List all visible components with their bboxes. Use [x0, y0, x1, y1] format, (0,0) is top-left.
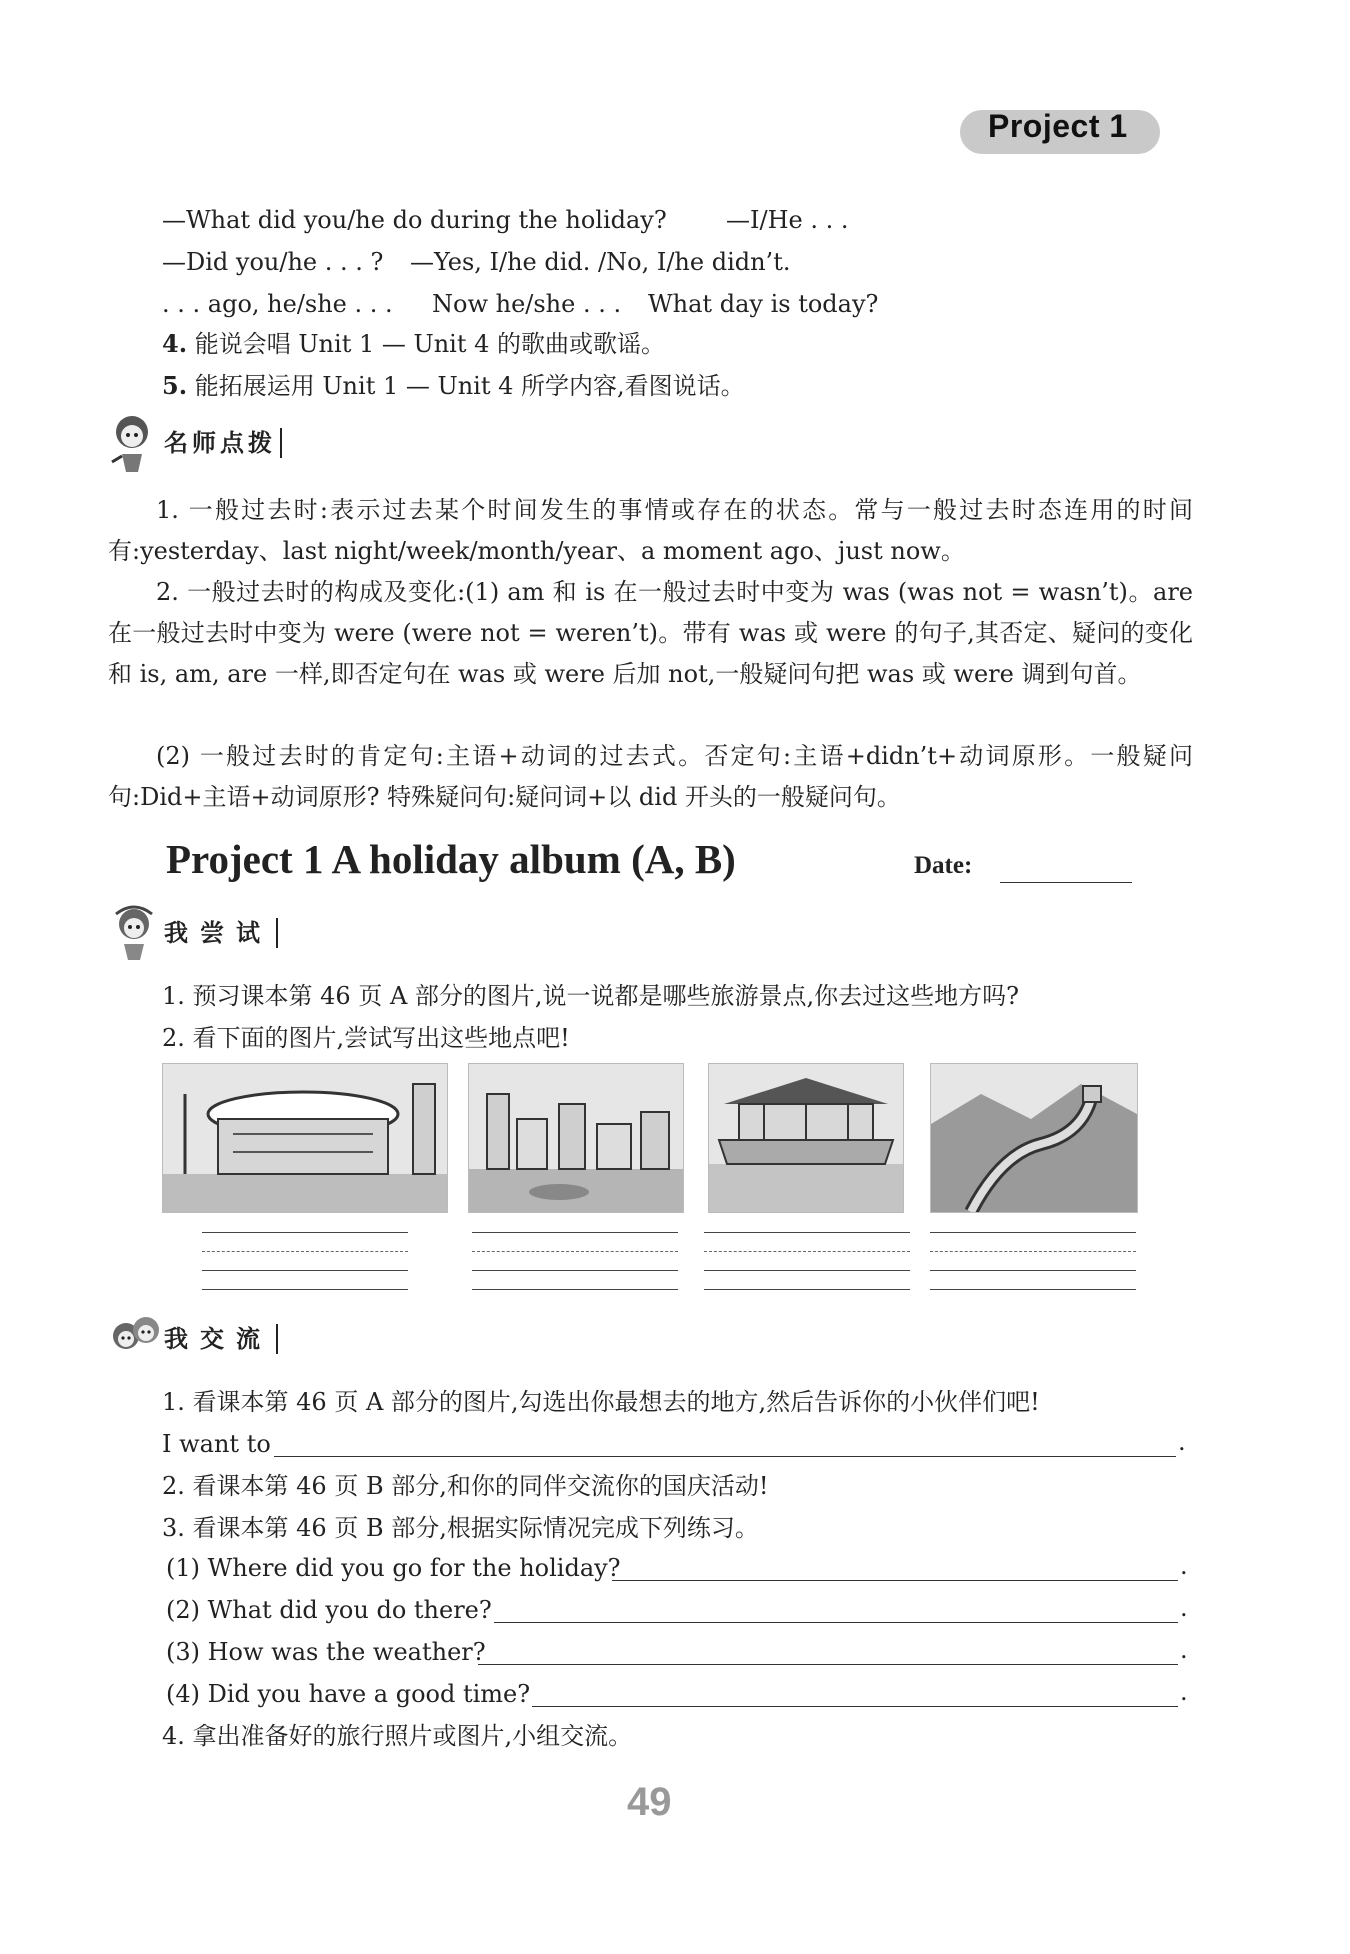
goal-item: 4. 能说会唱 Unit 1 — Unit 4 的歌曲或歌谣。: [162, 329, 666, 358]
try-heading: [108, 900, 308, 964]
communicate-question: 2. 看课本第 46 页 B 部分,和你的同伴交流你的国庆活动!: [162, 1472, 769, 1500]
tip-paragraph: 2. 一般过去时的构成及变化:(1) am 和 is 在一般过去时中变为 was (was not = wasn’t)。are 在一般过去时中变为 were (were not = weren’t)。带有 was 或 were 的句子,其否定、疑问的变化和 is, am, are 一样,即否定句在 was 或 were 后加 not,一般疑问句把 was 或 were 调到句首。: [108, 578, 1193, 688]
period: .: [1178, 1428, 1186, 1456]
tip-paragraph: (2) 一般过去时的肯定句:主语+动词的过去式。否定句:主语+didn’t+动词原形。一般疑问句:Did+主语+动词原形? 特殊疑问句:疑问词+以 did 开头的一般疑问句。: [108, 742, 1193, 811]
try-question: 1. 预习课本第 46 页 A 部分的图片,说一说都是哪些旅游景点,你去过这些地方吗?: [162, 982, 1020, 1010]
sub-question: (3) How was the weather?: [166, 1638, 486, 1666]
cartoon-kids-icon: [108, 1306, 166, 1370]
period: .: [1180, 1552, 1188, 1580]
intro-line: —I/He . . .: [726, 206, 849, 234]
want-to-answer-line[interactable]: [274, 1456, 1176, 1457]
landmark-picture-stadium: [162, 1063, 448, 1213]
period: .: [1180, 1678, 1188, 1706]
writing-lines[interactable]: [930, 1232, 1136, 1308]
try-label: 我尝试: [164, 918, 278, 948]
intro-line: —Yes, I/he did. /No, I/he didn’t.: [410, 248, 791, 276]
want-to-prefix: I want to: [162, 1430, 271, 1458]
teacher-tips-label: 名师点拨: [164, 428, 282, 458]
writing-lines[interactable]: [472, 1232, 678, 1308]
landmark-picture-forbidden-city: [708, 1063, 904, 1213]
intro-line: . . . ago, he/she . . .: [162, 290, 393, 318]
cartoon-girl-icon: [108, 900, 166, 964]
communicate-heading: [108, 1306, 308, 1370]
intro-line: Now he/she . . .: [432, 290, 622, 318]
sub-question: (4) Did you have a good time?: [166, 1680, 531, 1708]
communicate-label: 我交流: [164, 1324, 278, 1354]
page-number: 49: [627, 1780, 672, 1824]
period: .: [1180, 1594, 1188, 1622]
answer-line[interactable]: [494, 1622, 1178, 1623]
communicate-question: 4. 拿出准备好的旅行照片或图片,小组交流。: [162, 1722, 633, 1750]
communicate-question: 1. 看课本第 46 页 A 部分的图片,勾选出你最想去的地方,然后告诉你的小伙伴们吧!: [162, 1388, 1040, 1416]
cartoon-teacher-icon: [108, 410, 166, 474]
landmark-picture-great-wall: [930, 1063, 1138, 1213]
teacher-tips-heading: [108, 410, 308, 474]
goal-item: 5. 能拓展运用 Unit 1 — Unit 4 所学内容,看图说话。: [162, 371, 745, 400]
sub-question: (1) Where did you go for the holiday?: [166, 1554, 621, 1582]
tip-paragraph: 1. 一般过去时:表示过去某个时间发生的事情或存在的状态。常与一般过去时态连用的时间有:yesterday、last night/week/month/year、a moment ago、just now。: [108, 496, 1193, 565]
answer-line[interactable]: [478, 1664, 1178, 1665]
sub-question: (2) What did you do there?: [166, 1596, 492, 1624]
project-badge-text: Project 1: [988, 108, 1128, 144]
lesson-title: Project 1 A holiday album (A, B): [166, 836, 736, 882]
intro-line: What day is today?: [648, 290, 879, 318]
date-label: Date:: [914, 852, 973, 879]
writing-lines[interactable]: [202, 1232, 408, 1308]
landmark-picture-bund: [468, 1063, 684, 1213]
try-question: 2. 看下面的图片,尝试写出这些地点吧!: [162, 1024, 570, 1052]
period: .: [1180, 1636, 1188, 1664]
answer-line[interactable]: [532, 1706, 1178, 1707]
answer-line[interactable]: [612, 1580, 1178, 1581]
communicate-question: 3. 看课本第 46 页 B 部分,根据实际情况完成下列练习。: [162, 1514, 759, 1542]
intro-line: —Did you/he . . . ?: [162, 248, 384, 276]
intro-line: —What did you/he do during the holiday?: [162, 206, 667, 234]
project-badge: [960, 102, 1160, 162]
date-field-line[interactable]: [1000, 882, 1132, 883]
writing-lines[interactable]: [704, 1232, 910, 1308]
